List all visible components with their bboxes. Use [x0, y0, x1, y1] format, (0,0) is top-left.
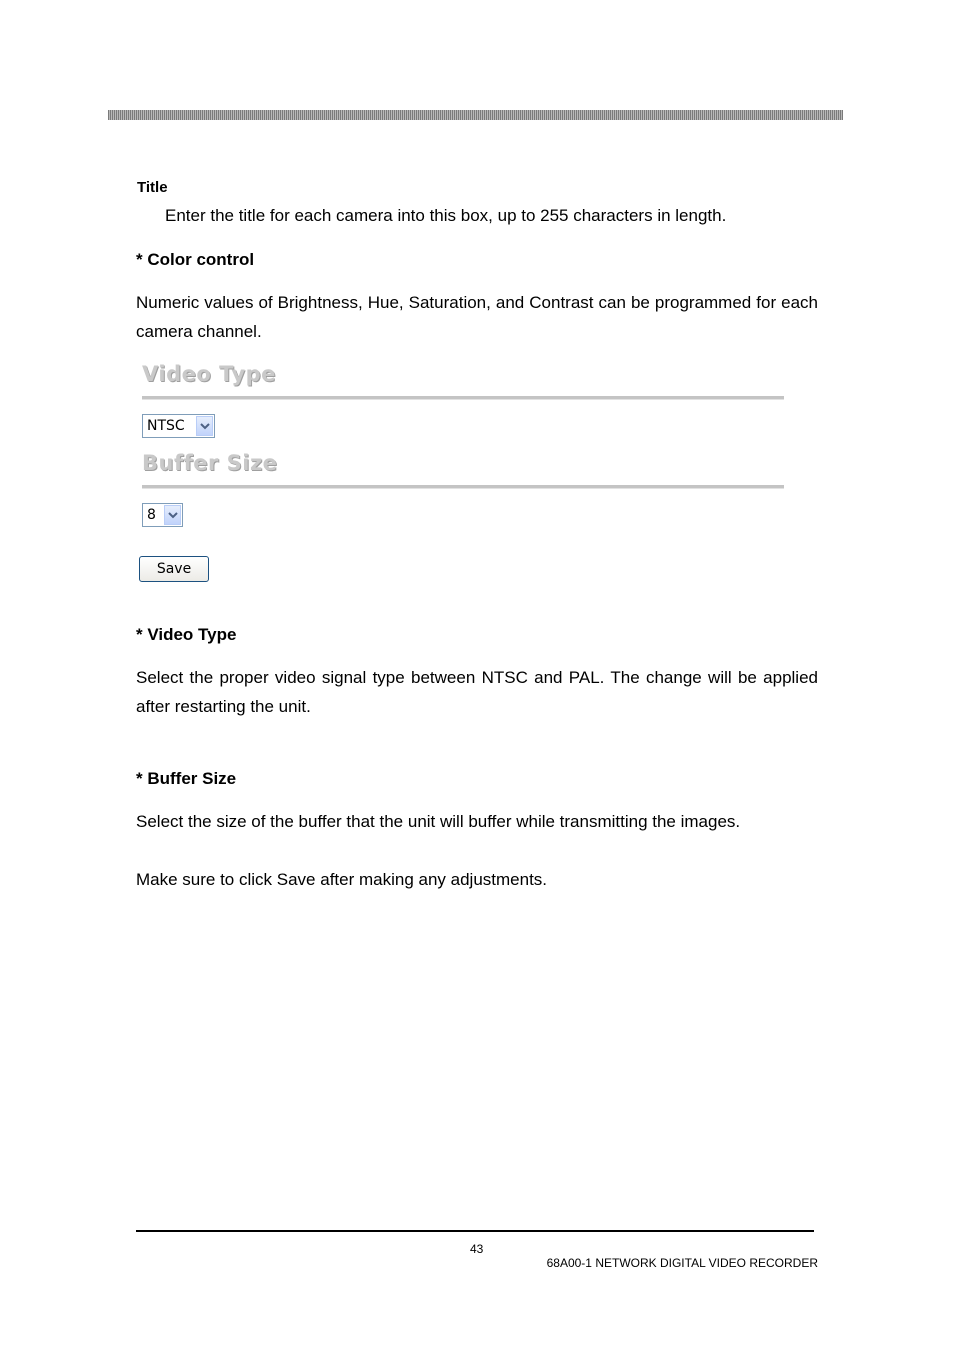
chevron-down-icon: [196, 416, 213, 436]
save-button[interactable]: Save: [139, 556, 209, 582]
video-type-select-value: NTSC: [147, 418, 185, 434]
product-name: 68A00-1 NETWORK DIGITAL VIDEO RECORDER: [546, 1256, 818, 1270]
video-type-select[interactable]: [142, 414, 215, 438]
page-number: 43: [470, 1242, 484, 1256]
buffer-size-heading: * Buffer Size: [136, 769, 237, 788]
buffer-size-select-value: 8: [147, 507, 156, 523]
title-heading: Title: [137, 179, 168, 196]
title-description: Enter the title for each camera into this box, up to 255 characters in length.: [165, 206, 727, 225]
buffer-size-select[interactable]: [142, 503, 183, 527]
color-control-description: Numeric values of Brightness, Hue, Saturation, and Contrast can be programmed for each camera channel.: [136, 293, 818, 341]
video-type-description: Select the proper video signal type between NTSC and PAL. The change will be applied after restarting the unit.: [136, 668, 818, 716]
video-type-heading: * Video Type: [136, 625, 237, 644]
video-type-divider: [142, 396, 784, 400]
header-bar: [108, 110, 843, 120]
video-type-panel-heading: Video Type: [142, 362, 276, 386]
footer-divider: [136, 1230, 814, 1232]
color-control-heading: * Color control: [136, 250, 255, 269]
buffer-size-panel-heading: Buffer Size: [142, 451, 278, 475]
buffer-size-description: Select the size of the buffer that the unit will buffer while transmitting the images.: [136, 812, 741, 831]
save-reminder: Make sure to click Save after making any adjustments.: [136, 870, 548, 889]
buffer-size-divider: [142, 485, 784, 489]
chevron-down-icon: [164, 505, 181, 525]
